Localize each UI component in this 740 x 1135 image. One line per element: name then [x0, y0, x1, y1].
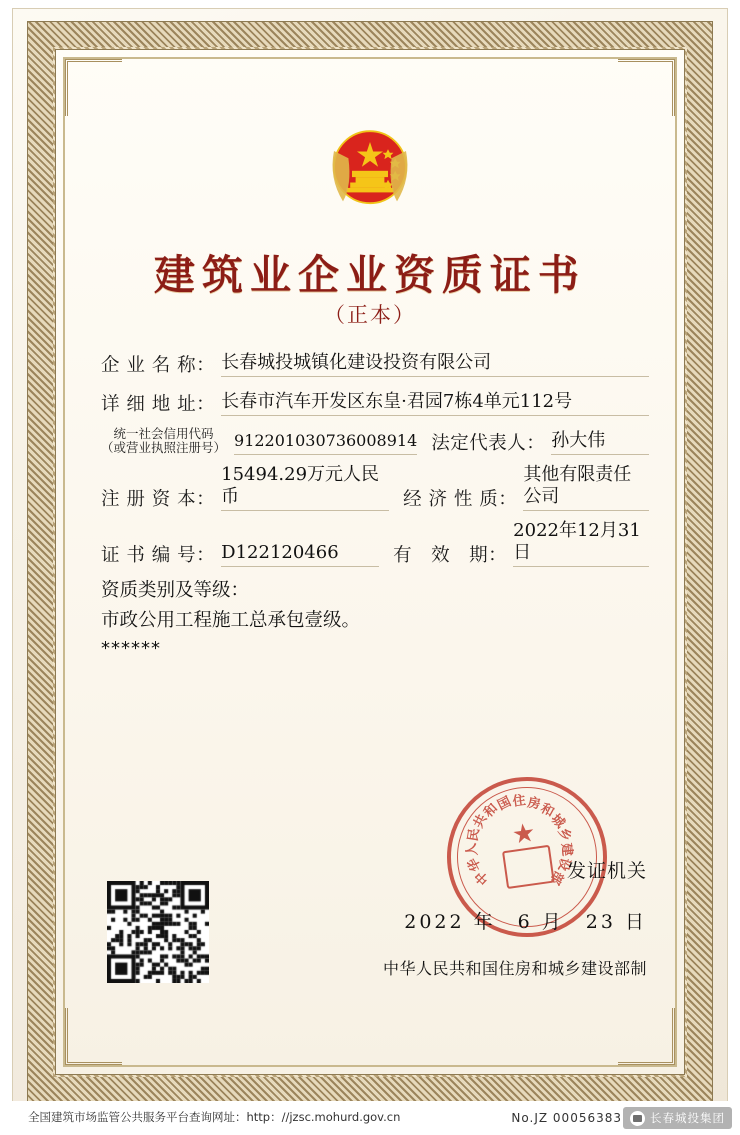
issuer-block — [317, 856, 647, 979]
issue-date: 2022 年 6 月 23 日 — [404, 911, 647, 933]
watermark-label: 长春城投集团 — [650, 1111, 725, 1125]
value-registered-capital: 15494.29万元人民币 — [221, 464, 389, 511]
watermark-badge — [623, 1107, 732, 1129]
label-credit-code-line2: （或营业执照注册号） — [101, 440, 227, 455]
value-legal-representative: 孙大伟 — [551, 430, 649, 455]
page-subtitle: （正本） — [324, 303, 416, 327]
page-title: 建筑业企业资质证书 — [154, 251, 586, 299]
issuer-agency-label: 发证机关 — [566, 860, 647, 882]
value-company-name: 长春城投城镇化建设投资有限公司 — [221, 352, 649, 377]
logo-icon — [630, 1111, 645, 1126]
value-credit-code: 912201030736008914 — [234, 430, 417, 455]
field-row-capital — [101, 464, 649, 511]
seal-star-icon: ★ — [510, 817, 538, 850]
national-emblem-icon — [316, 115, 424, 223]
field-list — [101, 347, 649, 659]
value-economic-nature: 其他有限责任公司 — [523, 464, 649, 511]
certificate-content — [73, 67, 667, 1057]
label-registered-capital: 注 册 资 本： — [101, 489, 216, 510]
qr-code — [107, 881, 209, 983]
value-address: 长春市汽车开发区东皇·君园7栋4单元112号 — [221, 391, 649, 416]
label-economic-nature: 经 济 性 质： — [403, 489, 518, 510]
value-valid-until: 2022年12月31日 — [513, 520, 649, 567]
issuer-footer-text: 中华人民共和国住房和城乡建设部制 — [382, 959, 647, 978]
field-row-credit-code — [101, 425, 649, 455]
footer-query-url: 全国建筑市场监管公共服务平台查询网址：http：//jzsc.mohurd.gov.cn — [28, 1110, 401, 1124]
label-valid-until: 有 效 期： — [393, 545, 508, 566]
label-legal-representative: 法定代表人： — [431, 433, 546, 454]
footer-strip — [0, 1101, 740, 1135]
seal-arc-text: 中 华 人 民 共 和 国 住 房 和 城 乡 建 设 部 — [463, 793, 575, 888]
label-address: 详 细 地 址： — [101, 394, 216, 415]
label-company-name: 企 业 名 称： — [101, 355, 216, 376]
label-credit-code-line1: 统一社会信用代码 — [113, 426, 214, 441]
label-cert-number: 证 书 编 号： — [101, 545, 216, 566]
footer-serial-number: No.JZ 00056383 — [511, 1111, 622, 1125]
field-row-cert-number — [101, 520, 649, 567]
value-qualification-category: 市政公用工程施工总承包壹级。 — [101, 610, 361, 631]
field-row-company-name — [101, 347, 649, 377]
label-credit-code — [101, 427, 226, 455]
field-row-address — [101, 386, 649, 416]
label-qualification-category: 资质类别及等级： — [101, 580, 250, 601]
qualification-stars: ****** — [101, 638, 161, 659]
certificate-sheet — [12, 8, 728, 1116]
value-cert-number: D122120466 — [221, 542, 379, 567]
